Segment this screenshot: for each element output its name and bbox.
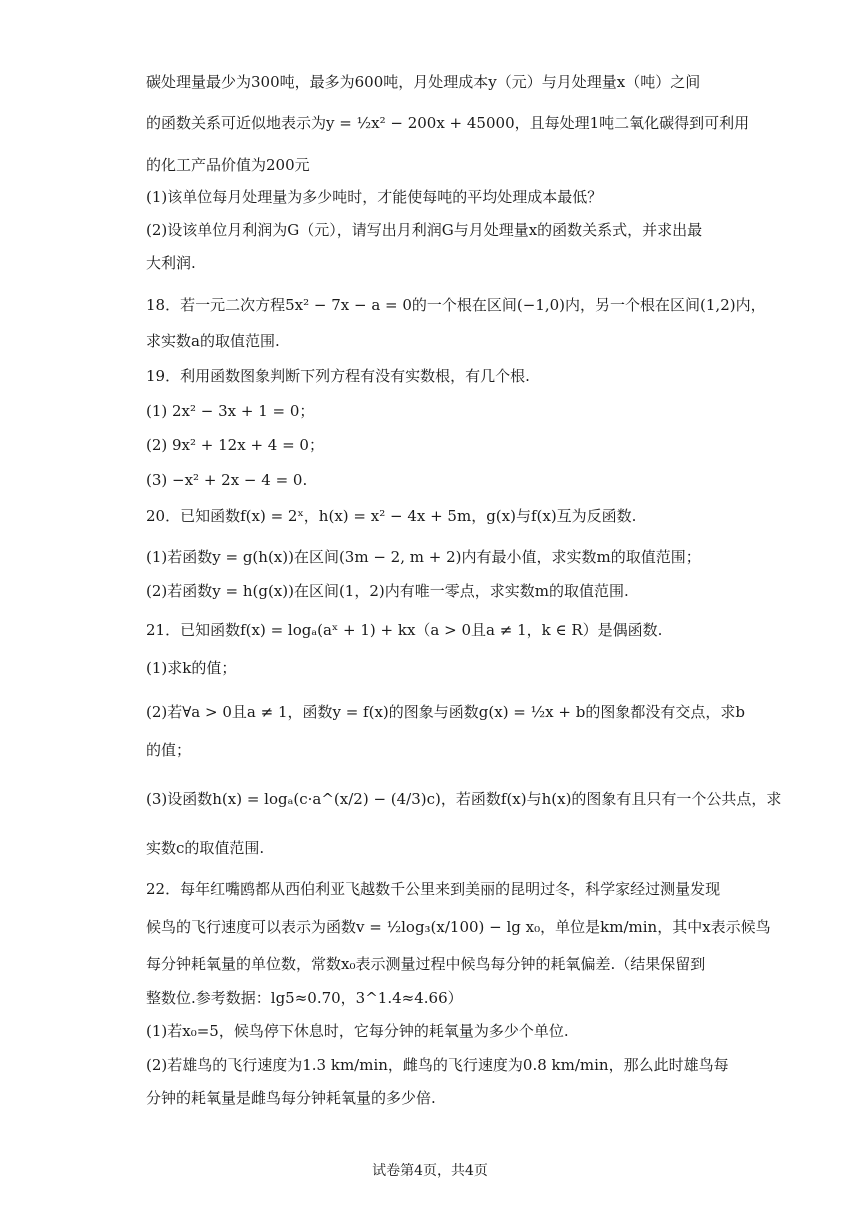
q22-part-1: (1)若x₀=5，候鸟停下休息时，它每分钟的耗氧量为多少个单位. [146,1022,569,1040]
q21-part-2b: 的值； [146,741,192,759]
q19-part-3: (3) −x² + 2x − 4 = 0. [146,471,308,489]
q18-line-1: 18．若一元二次方程5x² − 7x − a = 0的一个根在区间(−1,0)内，另一个根在区间(1,2)内， [146,296,766,314]
q17-line-2: 的函数关系可近似地表示为y = ½x² − 200x + 45000，且每处理1吨二氧化碳得到可利用 [146,114,750,132]
q22-part-2b: 分钟的耗氧量是雌鸟每分钟耗氧量的多少倍. [146,1089,436,1107]
q22-line-4: 整数位.参考数据：lg5≈0.70，3^1.4≈4.66） [146,989,463,1007]
q19-stem: 19．利用函数图象判断下列方程有没有实数根，有几个根. [146,367,530,385]
q19-part-1: (1) 2x² − 3x + 1 = 0； [146,402,315,420]
q18-line-2: 求实数a的取值范围. [146,332,280,350]
q22-part-2a: (2)若雄鸟的飞行速度为1.3 km/min，雌鸟的飞行速度为0.8 km/min，那么此时雄鸟每 [146,1056,729,1074]
q22-line-1: 22．每年红嘴鸥都从西伯利亚飞越数千公里来到美丽的昆明过冬，科学家经过测量发现 [146,880,721,898]
page-footer: 试卷第4页，共4页 [372,1163,488,1179]
q17-part-1: (1)该单位每月处理量为多少吨时，才能使每吨的平均处理成本最低？ [146,188,603,206]
q21-part-3b: 实数c的取值范围. [146,839,265,857]
q20-part-2: (2)若函数y = h(g(x))在区间(1，2)内有唯一零点，求实数m的取值范围. [146,582,629,600]
q21-part-2a: (2)若∀a > 0且a ≠ 1，函数y = f(x)的图象与函数g(x) = ½x + b的图象都没有交点，求b [146,703,745,721]
q17-part-2b: 大利润. [146,254,196,272]
q20-part-1: (1)若函数y = g(h(x))在区间(3m − 2, m + 2)内有最小值，求实数m的取值范围； [146,548,701,566]
q17-line-1: 碳处理量最少为300吨，最多为600吨，月处理成本y（元）与月处理量x（吨）之间 [146,73,701,91]
q21-stem: 21．已知函数f(x) = logₐ(aˣ + 1) + kx（a > 0且a ≠ 1，k ∈ R）是偶函数. [146,621,663,639]
q17-part-2a: (2)设该单位月利润为G（元），请写出月利润G与月处理量x的函数关系式，并求出最 [146,221,703,239]
q22-line-2: 候鸟的飞行速度可以表示为函数v = ½log₃(x/100) − lg x₀，单位是km/min，其中x表示候鸟 [146,918,771,936]
q21-part-3a: (3)设函数h(x) = logₐ(c·a^(x/2) − (4/3)c)，若函数f(x)与h(x)的图象有且只有一个公共点，求 [146,790,782,808]
q21-part-1: (1)求k的值； [146,659,237,677]
q17-line-3: 的化工产品价值为200元 [146,156,310,174]
q22-line-3: 每分钟耗氧量的单位数，常数x₀表示测量过程中候鸟每分钟的耗氧偏差.（结果保留到 [146,955,706,973]
q19-part-2: (2) 9x² + 12x + 4 = 0； [146,436,324,454]
q20-stem: 20．已知函数f(x) = 2ˣ，h(x) = x² − 4x + 5m，g(x)与f(x)互为反函数. [146,507,637,525]
